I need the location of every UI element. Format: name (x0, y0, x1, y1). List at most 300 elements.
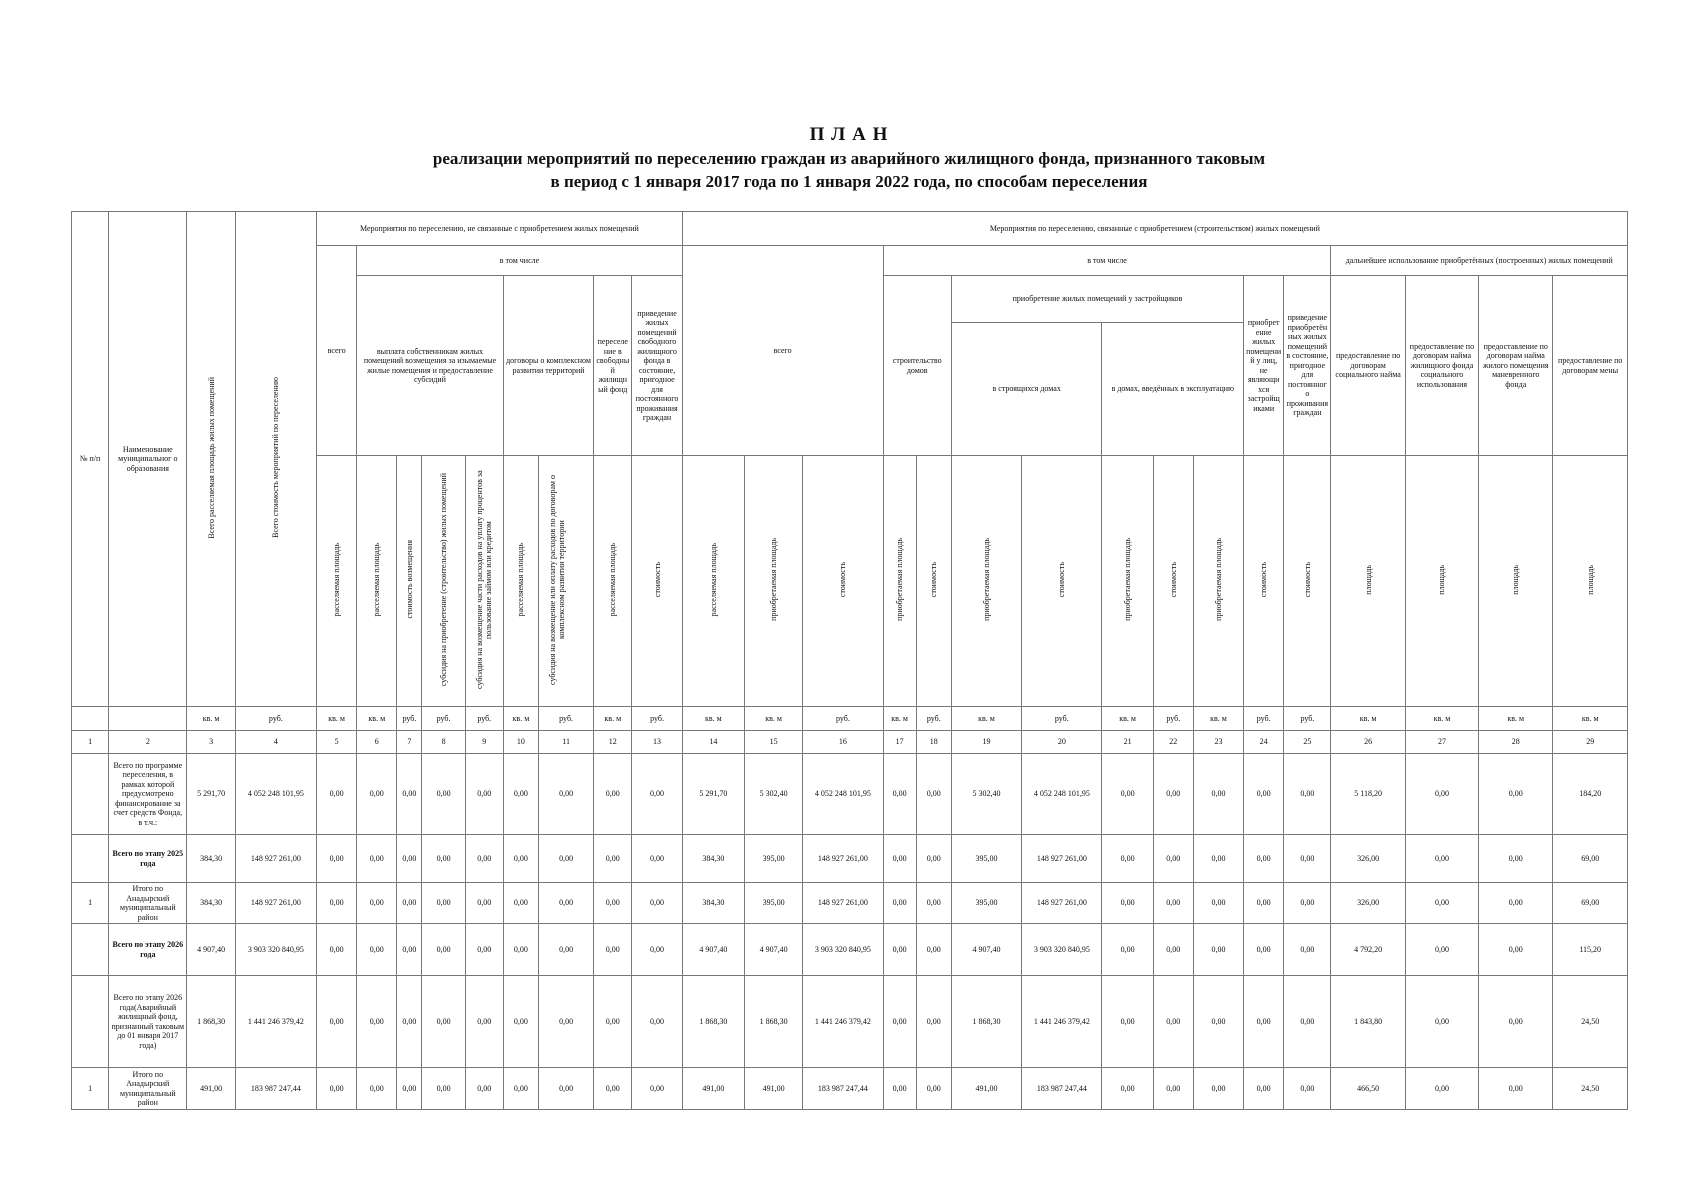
value-cell: 0,00 (883, 976, 916, 1068)
table-row (72, 924, 1628, 976)
vh-13 (632, 456, 682, 707)
value-cell: 491,00 (682, 1068, 744, 1110)
value-cell: 5 118,20 (1331, 754, 1405, 835)
unit-cell: кв. м (744, 707, 802, 731)
value-cell: 326,00 (1331, 835, 1405, 883)
value-cell: 183 987 247,44 (1022, 1068, 1102, 1110)
value-cell: 3 903 320 840,95 (1022, 924, 1102, 976)
value-cell: 148 927 261,00 (803, 835, 883, 883)
value-cell: 0,00 (632, 883, 682, 924)
value-cell: 0,00 (357, 835, 397, 883)
value-cell: 0,00 (1153, 835, 1193, 883)
row-name-cell: Всего по этапу 2026 года (109, 924, 187, 976)
value-cell: 0,00 (397, 924, 422, 976)
unit-cell: руб. (1284, 707, 1331, 731)
value-cell: 0,00 (357, 976, 397, 1068)
value-cell: 0,00 (422, 924, 465, 976)
value-cell: 4 052 248 101,95 (1022, 754, 1102, 835)
value-cell: 0,00 (422, 754, 465, 835)
unit-cell: руб. (632, 707, 682, 731)
vlabel-16: стоимость (838, 562, 848, 598)
value-cell: 491,00 (951, 1068, 1021, 1110)
value-cell: 0,00 (317, 835, 357, 883)
vlabel-21: приобретаемая площадь (1123, 538, 1133, 622)
row-name-cell: Итого по Анадырский муниципальный район (109, 1068, 187, 1110)
value-cell: 0,00 (503, 754, 538, 835)
value-cell: 24,50 (1553, 976, 1628, 1068)
vh-18 (916, 456, 951, 707)
value-cell: 0,00 (503, 883, 538, 924)
value-cell: 395,00 (744, 883, 802, 924)
value-cell: 5 302,40 (744, 754, 802, 835)
value-cell: 0,00 (1244, 883, 1284, 924)
value-cell: 384,30 (682, 883, 744, 924)
value-cell: 4 907,40 (744, 924, 802, 976)
value-cell: 0,00 (503, 835, 538, 883)
column-number-cell: 6 (357, 731, 397, 754)
value-cell: 0,00 (503, 924, 538, 976)
unit-cell: руб. (235, 707, 316, 731)
value-cell: 0,00 (594, 924, 632, 976)
value-cell: 1 441 246 379,42 (803, 976, 883, 1068)
in-building-header: в строящихся домах (951, 323, 1102, 456)
value-cell: 4 052 248 101,95 (803, 754, 883, 835)
unit-cell: руб. (803, 707, 883, 731)
value-cell: 0,00 (538, 754, 593, 835)
value-cell: 0,00 (422, 1068, 465, 1110)
value-cell: 5 302,40 (951, 754, 1021, 835)
column-number-cell: 7 (397, 731, 422, 754)
table-row (72, 835, 1628, 883)
value-cell: 0,00 (1244, 754, 1284, 835)
unit-cell: кв. м (357, 707, 397, 731)
value-cell: 0,00 (1244, 976, 1284, 1068)
column-number-cell: 11 (538, 731, 593, 754)
value-cell: 5 291,70 (187, 754, 235, 835)
value-cell: 395,00 (951, 835, 1021, 883)
value-cell: 0,00 (465, 976, 503, 1068)
table-row (72, 976, 1628, 1068)
vh-29 (1553, 456, 1628, 707)
value-cell: 0,00 (1102, 924, 1153, 976)
column-number-cell: 18 (916, 731, 951, 754)
vh-24 (1244, 456, 1284, 707)
value-cell: 0,00 (1193, 754, 1243, 835)
row-name-cell: Всего по этапу 2026 года(Аварийный жилищный фонд, признанный таковым до 01 января 2017 года) (109, 976, 187, 1068)
vlabel-19: приобретаемая площадь (981, 538, 991, 622)
purchase-developers-header: приобретение жилых помещений у застройщиков (951, 276, 1243, 323)
value-cell: 4 792,20 (1331, 924, 1405, 976)
column-number-cell: 14 (682, 731, 744, 754)
unit-cell: кв. м (187, 707, 235, 731)
vh-8 (422, 456, 465, 707)
row-number-cell (72, 835, 109, 883)
column-number-cell: 23 (1193, 731, 1243, 754)
value-cell: 0,00 (1153, 883, 1193, 924)
value-cell: 0,00 (1153, 924, 1193, 976)
vlabel-22: стоимость (1168, 562, 1178, 598)
header-row-groups (72, 212, 1628, 246)
column-number-cell: 4 (235, 731, 316, 754)
vlabel-28: площадь (1511, 564, 1521, 595)
units-row (72, 707, 1628, 731)
vlabel-15: приобретаемая площадь (769, 538, 779, 622)
value-cell: 0,00 (1479, 976, 1553, 1068)
value-cell: 148 927 261,00 (1022, 835, 1102, 883)
maneuver-header: предоставление по договорам найма жилого помещения маневренного фонда (1479, 276, 1553, 456)
value-cell: 0,00 (1284, 1068, 1331, 1110)
value-cell: 0,00 (397, 976, 422, 1068)
value-cell: 1 868,30 (682, 976, 744, 1068)
vlabel-13: стоимость (652, 562, 662, 598)
unit-cell: руб. (465, 707, 503, 731)
value-cell: 326,00 (1331, 883, 1405, 924)
vh-26 (1331, 456, 1405, 707)
column-number-cell: 25 (1284, 731, 1331, 754)
value-cell: 0,00 (538, 924, 593, 976)
value-cell: 0,00 (883, 1068, 916, 1110)
value-cell: 0,00 (632, 754, 682, 835)
unit-cell: кв. м (503, 707, 538, 731)
column-number-cell: 24 (1244, 731, 1284, 754)
value-cell: 0,00 (1284, 924, 1331, 976)
unit-cell: руб. (422, 707, 465, 731)
value-cell: 0,00 (1153, 1068, 1193, 1110)
column-number-cell: 15 (744, 731, 802, 754)
value-cell: 5 291,70 (682, 754, 744, 835)
value-cell: 148 927 261,00 (1022, 883, 1102, 924)
vh-14 (682, 456, 744, 707)
value-cell: 0,00 (357, 924, 397, 976)
value-cell: 491,00 (744, 1068, 802, 1110)
table-row (72, 754, 1628, 835)
vlabel-8: субсидия на приобретение (строительство) жилых помещений (439, 473, 449, 687)
column-number-cell: 21 (1102, 731, 1153, 754)
row-name-cell: Итого по Анадырский муниципальный район (109, 883, 187, 924)
value-cell: 0,00 (503, 1068, 538, 1110)
value-cell: 0,00 (1405, 1068, 1478, 1110)
unit-cell: кв. м (1331, 707, 1405, 731)
value-cell: 0,00 (632, 924, 682, 976)
value-cell: 148 927 261,00 (235, 835, 316, 883)
value-cell: 184,20 (1553, 754, 1628, 835)
value-cell: 1 441 246 379,42 (235, 976, 316, 1068)
value-cell: 0,00 (594, 976, 632, 1068)
vlabel-14: расселяемая площадь (708, 543, 718, 617)
value-cell: 4 052 248 101,95 (235, 754, 316, 835)
value-cell: 0,00 (317, 883, 357, 924)
value-cell: 0,00 (594, 883, 632, 924)
column-numbers-row (72, 731, 1628, 754)
column-number-cell: 9 (465, 731, 503, 754)
col-num-header: № п/п (72, 212, 109, 707)
vlabel-18: стоимость (929, 562, 939, 598)
value-cell: 0,00 (397, 754, 422, 835)
unit-cell: руб. (916, 707, 951, 731)
value-cell: 3 903 320 840,95 (235, 924, 316, 976)
value-cell: 466,50 (1331, 1068, 1405, 1110)
unit-cell: кв. м (317, 707, 357, 731)
value-cell: 0,00 (1193, 883, 1243, 924)
value-cell: 0,00 (883, 835, 916, 883)
value-cell: 183 987 247,44 (803, 1068, 883, 1110)
value-cell: 69,00 (1553, 835, 1628, 883)
value-cell: 0,00 (632, 976, 682, 1068)
vh-16 (803, 456, 883, 707)
value-cell: 0,00 (397, 835, 422, 883)
column-number-cell: 8 (422, 731, 465, 754)
vlabel-5: расселяемая площадь (332, 543, 342, 617)
document-period: в период с 1 января 2017 года по 1 января 2022 года, по способам переселения (550, 172, 1148, 191)
unit-cell: кв. м (883, 707, 916, 731)
column-number-cell: 3 (187, 731, 235, 754)
value-cell: 0,00 (883, 754, 916, 835)
value-cell: 69,00 (1553, 883, 1628, 924)
document-subtitle: реализации мероприятий по переселению граждан из аварийного жилищного фонда, признанного таковым (432, 149, 1266, 168)
value-cell: 148 927 261,00 (803, 883, 883, 924)
further-use-header: дальнейшее использование приобретённых (построенных) жилых помещений (1331, 246, 1628, 276)
vh-10 (503, 456, 538, 707)
unit-cell: кв. м (1553, 707, 1628, 731)
unit-cell: руб. (1153, 707, 1193, 731)
vlabel-24: стоимость (1259, 562, 1269, 598)
vh-22 (1153, 456, 1193, 707)
payout-header: выплата собственникам жилых помещений возмещения за изымаемые жилые помещения и предоставление субсидий (357, 276, 504, 456)
vlabel-7: стоимость возмещения (404, 540, 414, 619)
value-cell: 1 868,30 (744, 976, 802, 1068)
vsego-header-2: всего (682, 246, 883, 456)
resettlement-plan-table (71, 211, 1628, 1110)
value-cell: 0,00 (1102, 835, 1153, 883)
value-cell: 0,00 (1284, 976, 1331, 1068)
incl-header-1: в том числе (357, 246, 683, 276)
value-cell: 0,00 (916, 924, 951, 976)
vlabel-10: расселяемая площадь (516, 543, 526, 617)
row-number-cell: 1 (72, 883, 109, 924)
value-cell: 4 907,40 (951, 924, 1021, 976)
value-cell: 1 868,30 (951, 976, 1021, 1068)
value-cell: 0,00 (465, 754, 503, 835)
column-number-cell: 1 (72, 731, 109, 754)
vlabel-17: приобретаемая площадь (895, 538, 905, 622)
value-cell: 0,00 (1284, 883, 1331, 924)
table-row (72, 883, 1628, 924)
value-cell: 0,00 (422, 835, 465, 883)
vh-20 (1022, 456, 1102, 707)
column-number-cell: 19 (951, 731, 1021, 754)
column-number-cell: 5 (317, 731, 357, 754)
value-cell: 0,00 (538, 1068, 593, 1110)
privedenie-header-1: приведение жилых помещений свободного жилищного фонда в состояние, пригодное для постоянного проживания граждан (632, 276, 682, 456)
column-number-cell: 27 (1405, 731, 1478, 754)
vh-6 (357, 456, 397, 707)
row-number-cell (72, 754, 109, 835)
value-cell: 1 441 246 379,42 (1022, 976, 1102, 1068)
vlabel-23: приобретаемая площадь (1213, 538, 1223, 622)
value-cell: 384,30 (187, 835, 235, 883)
row-name-cell: Всего по этапу 2025 года (109, 835, 187, 883)
row-number-cell (72, 924, 109, 976)
column-number-cell: 12 (594, 731, 632, 754)
value-cell: 4 907,40 (682, 924, 744, 976)
value-cell: 0,00 (632, 1068, 682, 1110)
value-cell: 0,00 (397, 1068, 422, 1110)
value-cell: 395,00 (951, 883, 1021, 924)
column-number-cell: 20 (1022, 731, 1102, 754)
value-cell: 1 868,30 (187, 976, 235, 1068)
vh-7 (397, 456, 422, 707)
column-number-cell: 26 (1331, 731, 1405, 754)
value-cell: 0,00 (465, 835, 503, 883)
vh-28 (1479, 456, 1553, 707)
value-cell: 0,00 (1193, 835, 1243, 883)
vlabel-20: стоимость (1057, 562, 1067, 598)
group-not-acquisition: Мероприятия по переселению, не связанные с приобретением жилых помещений (317, 212, 683, 246)
value-cell: 0,00 (1244, 835, 1284, 883)
vh-27 (1405, 456, 1478, 707)
value-cell: 0,00 (1193, 976, 1243, 1068)
value-cell: 0,00 (1102, 976, 1153, 1068)
unit-cell: кв. м (1102, 707, 1153, 731)
value-cell: 0,00 (357, 754, 397, 835)
value-cell: 115,20 (1553, 924, 1628, 976)
group-acquisition: Мероприятия по переселению, связанные с приобретением (строительством) жилых помещений (682, 212, 1627, 246)
value-cell: 0,00 (465, 1068, 503, 1110)
value-cell: 0,00 (538, 835, 593, 883)
vh-15 (744, 456, 802, 707)
value-cell: 0,00 (1193, 924, 1243, 976)
col-name-header: Наименование муниципальног о образования (109, 212, 187, 707)
value-cell: 0,00 (465, 924, 503, 976)
value-cell: 1 843,80 (1331, 976, 1405, 1068)
vlabel-12: расселяемая площадь (608, 543, 618, 617)
value-cell: 0,00 (1405, 883, 1478, 924)
row-name-cell: Всего по программе переселения, в рамках которой предусмотрено финансирование за счет средств Фонда, в т.ч.: (109, 754, 187, 835)
unit-cell: кв. м (951, 707, 1021, 731)
row-number-cell: 1 (72, 1068, 109, 1110)
column-number-cell: 16 (803, 731, 883, 754)
value-cell: 0,00 (1193, 1068, 1243, 1110)
unit-cell: кв. м (682, 707, 744, 731)
value-cell: 0,00 (317, 924, 357, 976)
value-cell: 0,00 (503, 976, 538, 1068)
total-area-label: Всего расселяемая площадь жилых помещений (206, 376, 216, 539)
vlabel-27: площадь (1437, 564, 1447, 595)
incl-header-2: в том числе (883, 246, 1331, 276)
value-cell: 0,00 (1284, 754, 1331, 835)
units-empty-cell (72, 707, 109, 731)
unit-cell: кв. м (1193, 707, 1243, 731)
unit-cell: руб. (1022, 707, 1102, 731)
dogovor-header: договоры о комплексном развитии территорий (503, 276, 593, 456)
soc-header: предоставление по договорам социального найма (1331, 276, 1405, 456)
value-cell: 0,00 (538, 976, 593, 1068)
value-cell: 0,00 (422, 883, 465, 924)
value-cell: 0,00 (1479, 924, 1553, 976)
value-cell: 0,00 (1479, 754, 1553, 835)
vh-23 (1193, 456, 1243, 707)
value-cell: 0,00 (916, 754, 951, 835)
unit-cell: руб. (538, 707, 593, 731)
value-cell: 0,00 (1405, 754, 1478, 835)
value-cell: 0,00 (1405, 924, 1478, 976)
value-cell: 0,00 (1479, 835, 1553, 883)
value-cell: 0,00 (883, 924, 916, 976)
value-cell: 0,00 (317, 1068, 357, 1110)
value-cell: 0,00 (1153, 976, 1193, 1068)
value-cell: 0,00 (632, 835, 682, 883)
value-cell: 0,00 (594, 754, 632, 835)
column-number-cell: 10 (503, 731, 538, 754)
unit-cell: кв. м (1405, 707, 1478, 731)
vlabel-6: расселяемая площадь (372, 543, 382, 617)
value-cell: 0,00 (594, 1068, 632, 1110)
vh-5 (317, 456, 357, 707)
vh-25 (1284, 456, 1331, 707)
unit-cell: руб. (397, 707, 422, 731)
vlabel-9: субсидия на возмещение части расходов на уплату процентов за пользование займом или кредитом (475, 470, 494, 690)
row-number-cell (72, 976, 109, 1068)
value-cell: 0,00 (357, 883, 397, 924)
unit-cell: кв. м (594, 707, 632, 731)
column-number-cell: 28 (1479, 731, 1553, 754)
purchase-persons-header: приобретение жилых помещений у лиц, не являющихся застройщиками (1244, 276, 1284, 456)
vlabel-26: площадь (1363, 564, 1373, 595)
column-number-cell: 2 (109, 731, 187, 754)
col-total-area-header (187, 212, 235, 707)
value-cell: 0,00 (357, 1068, 397, 1110)
vh-17 (883, 456, 916, 707)
value-cell: 491,00 (187, 1068, 235, 1110)
value-cell: 0,00 (1102, 883, 1153, 924)
value-cell: 0,00 (1405, 976, 1478, 1068)
value-cell: 0,00 (916, 976, 951, 1068)
pereselenie-header: переселение в свободный жилищный фонд (594, 276, 632, 456)
value-cell: 0,00 (1153, 754, 1193, 835)
col-total-cost-header (235, 212, 316, 707)
value-cell: 4 907,40 (187, 924, 235, 976)
value-cell: 0,00 (1405, 835, 1478, 883)
vlabel-29: площадь (1585, 564, 1595, 595)
value-cell: 0,00 (1244, 924, 1284, 976)
value-cell: 0,00 (422, 976, 465, 1068)
value-cell: 0,00 (538, 883, 593, 924)
column-number-cell: 22 (1153, 731, 1193, 754)
column-number-cell: 29 (1553, 731, 1628, 754)
unit-cell: руб. (1244, 707, 1284, 731)
total-cost-label: Всего стоимость мероприятий по переселению (271, 377, 281, 539)
column-number-cell: 17 (883, 731, 916, 754)
value-cell: 148 927 261,00 (235, 883, 316, 924)
value-cell: 0,00 (317, 754, 357, 835)
value-cell: 0,00 (1284, 835, 1331, 883)
vh-21 (1102, 456, 1153, 707)
value-cell: 395,00 (744, 835, 802, 883)
value-cell: 0,00 (916, 883, 951, 924)
value-cell: 0,00 (883, 883, 916, 924)
value-cell: 0,00 (916, 1068, 951, 1110)
vlabel-11: субсидия на возмещение или оплату расходов по договорам о комплексном развитии территории (548, 474, 567, 685)
construction-header: строительство домов (883, 276, 951, 456)
document-title: П Л А Н (809, 124, 889, 145)
value-cell: 0,00 (1244, 1068, 1284, 1110)
exchange-header: предоставление по договорам мены (1553, 276, 1628, 456)
vh-19 (951, 456, 1021, 707)
unit-cell: кв. м (1479, 707, 1553, 731)
vh-11 (538, 456, 593, 707)
value-cell: 0,00 (397, 883, 422, 924)
value-cell: 0,00 (465, 883, 503, 924)
